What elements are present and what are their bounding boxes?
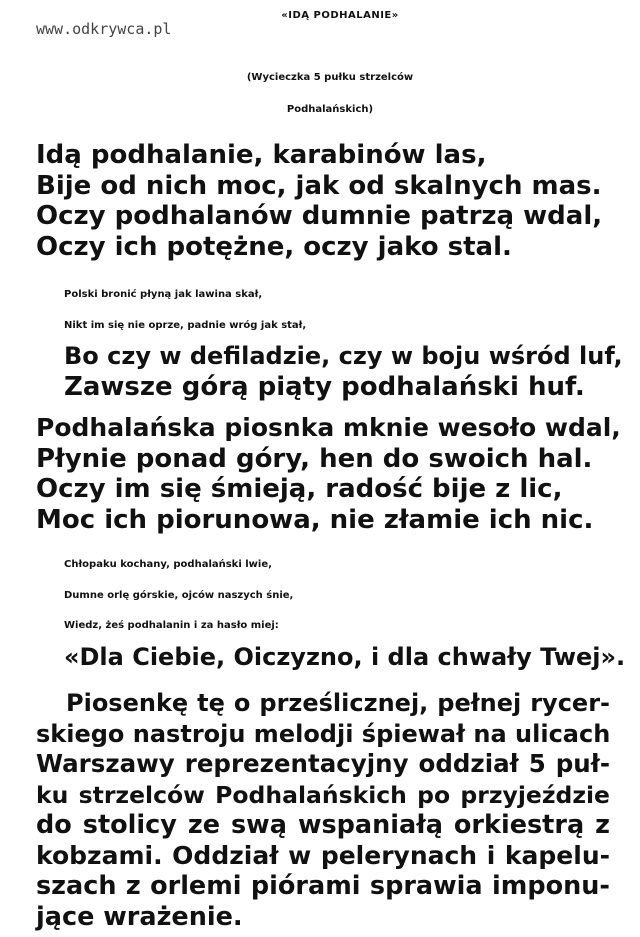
verse-line: Idą podhalanie, karabinów las, (36, 140, 487, 170)
prose-line: Warszawy reprezentacyjny oddział 5 puł- (36, 749, 610, 778)
prose-line: szach z orlemi piórami sprawia imponu- (36, 871, 610, 901)
stanza-2 (64, 280, 623, 402)
verse-line: Oczy ich potężne, oczy jako stal. (36, 231, 512, 262)
verse-line: Chłopaku kochany, podhalański lwie, (64, 559, 272, 570)
verse-line: Podhalańska piosnka mknie wesoło wdal, (36, 413, 621, 442)
stanza-4 (64, 550, 625, 672)
stanza-3 (36, 413, 621, 535)
verse-line: Oczy podhalanów dumnie patrzą wdal, (36, 201, 603, 231)
watermark: www.odkrywca.pl (36, 20, 172, 38)
prose-line: skiego nastroju melodji śpiewał na ulicach (36, 719, 611, 748)
verse-line: Oczy im się śmieją, radość bije z lic, (36, 474, 563, 504)
prose-line: ku strzelców Podhalańskich po przyjeździe (36, 780, 610, 809)
song-subtitle (0, 62, 640, 126)
verse-line: Nikt im się nie oprze, padnie wróg jak stał, (64, 319, 307, 331)
prose-line: jące wrażenie. (36, 901, 243, 932)
verse-line: Płynie ponad góry, hen do swoich hal. (36, 443, 593, 474)
verse-line: «Dla Ciebie, Oiczyzno, i dla chwały Twej». (64, 642, 626, 671)
prose-line: Piosenkę tę o prześlicznej, pełnej rycer- (66, 689, 610, 717)
verse-line: Bo czy w defiladzie, czy w boju wśród luf, (64, 342, 623, 370)
verse-line: Polski bronić płyną jak lawina skał, (64, 289, 263, 300)
subtitle-line: Podhalańskich) (286, 104, 374, 115)
prose-line: do stolicy ze swą wspaniałą orkiestrą z (36, 810, 610, 840)
song-title: «IDĄ PODHALANIE» (281, 10, 399, 21)
verse-line: Bije od nich moc, jak od skalnych mas. (36, 170, 602, 201)
verse-line: Moc ich piorunowa, nie złamie ich nic. (36, 504, 594, 535)
prose-line: kobzami. Oddział w pelerynach i kapelu- (36, 840, 610, 870)
verse-line: Dumne orlę górskie, ojców naszych śnie, (64, 589, 294, 601)
subtitle-line: (Wycieczka 5 pułku strzelców (246, 72, 414, 83)
prose-paragraph (36, 688, 610, 932)
verse-line: Zawsze górą piąty podhalański huf. (64, 371, 585, 402)
verse-line: Wiedz, żeś podhalanin i za hasło miej: (64, 620, 279, 631)
stanza-1 (36, 140, 602, 262)
